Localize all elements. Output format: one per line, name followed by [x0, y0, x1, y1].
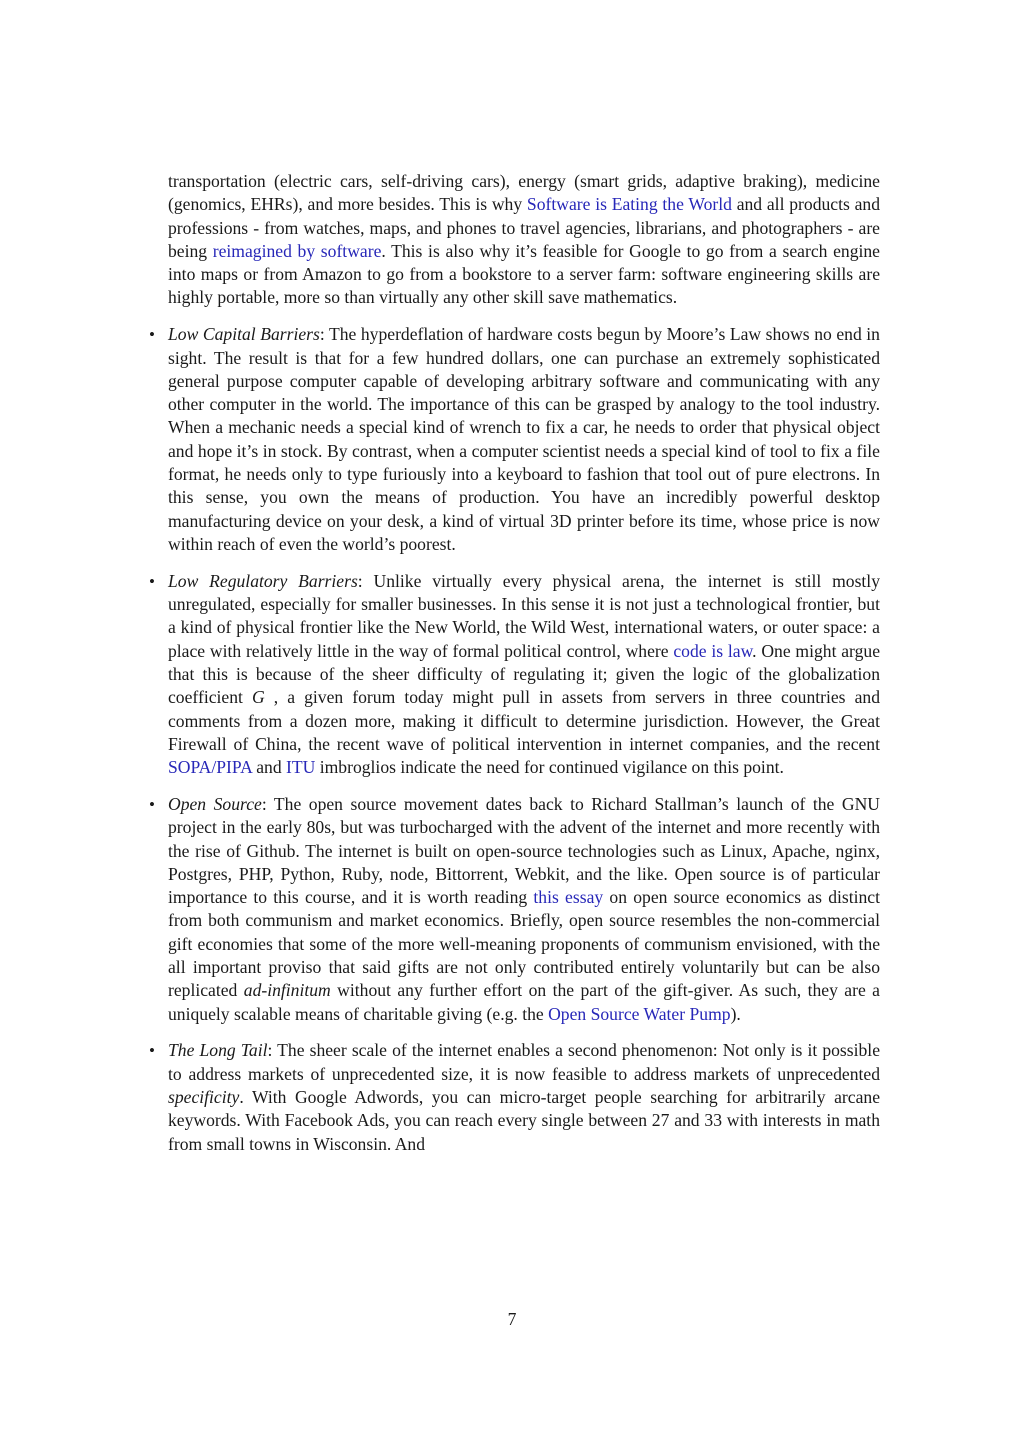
item-term: Open Source [168, 793, 262, 814]
item-term: Low Regulatory Barriers [168, 570, 358, 591]
item-term: Low Capital Barriers [168, 324, 320, 345]
link-code-is-law[interactable]: code is law [673, 640, 753, 661]
link-software-is-eating-the-world[interactable]: Software is Eating the World [526, 194, 732, 215]
bullet-icon: • [149, 571, 155, 591]
link-itu[interactable]: ITU [286, 757, 316, 778]
list-item-open-source: • Open Source: The open source movement dates back to Richard Stallman’s launch of the GNU project in the early 80s, but was turbocharged with the advent of the internet and more recently with the rise of Github. The internet is built on open-source technologies such as Linux, Apache, nginx, Postgres, PHP, Python, Ruby, node, Bittorrent, Webkit, and the like. Open source is of particular importance to this course, and it is worth reading this essay on open source economics as distinct from both communism and market economics. Briefly, open source resembles the non-commercial gift economies that some of the more well-meaning proponents of communism envisioned, with the all important proviso that said gifts are not only contributed entirely voluntarily but can be also replicated ad-infinitum without any further effort on the part of the gift-giver. As such, they are a uniquely scalable means of charitable giving (e.g. the Open Source Water Pump). [149, 793, 880, 1024]
link-this-essay[interactable]: this essay [533, 887, 604, 908]
page-number: 7 [507, 1309, 517, 1329]
bullet-icon: • [149, 325, 155, 345]
link-sopa-pipa[interactable]: SOPA/PIPA [168, 757, 252, 778]
item-term: The Long Tail [168, 1040, 268, 1061]
bullet-icon: • [149, 1041, 155, 1061]
bullet-icon: • [149, 794, 155, 814]
math-symbol-g: G [251, 687, 265, 708]
page-body [149, 170, 881, 1156]
link-reimagined-by-software[interactable]: reimagined by software [212, 240, 382, 261]
emphasis-specificity: specificity [168, 1086, 240, 1107]
link-open-source-water-pump[interactable]: Open Source Water Pump [548, 1003, 731, 1024]
continuation-paragraph: transportation (electric cars, self-driving cars), energy (smart grids, adaptive braking), medicine (genomics, EHRs), and more besides. This is why Software is Eating the World and all products and professions - from watches, maps, and phones to travel agencies, librarians, and photographers - are being reimagined by software. This is also why it’s feasible for Google to go from a search engine into maps or from Amazon to go from a bookstore to a server farm: software engineering skills are highly portable, more so than virtually any other skill save mathematics. [168, 171, 881, 308]
list-item-the-long-tail: • The Long Tail: The sheer scale of the internet enables a second phenomenon: Not only is it possible to address markets of unprecedented size, it is now feasible to address markets of unprecedented specificity. With Google Adwords, you can micro-target people searching for arbitrarily arcane keywords. With Facebook Ads, you can reach every single between 27 and 33 with interests in math from small towns in Wisconsin. And [149, 1040, 880, 1154]
bullet-list [149, 323, 881, 1156]
emphasis-ad-infinitum: ad-infinitum [243, 980, 331, 1001]
list-item-low-regulatory-barriers: • Low Regulatory Barriers: Unlike virtually every physical arena, the internet is still mostly unregulated, especially for smaller businesses. In this sense it is not just a technological frontier, but a kind of physical frontier like the New World, the Wild West, international waters, or outer space: a place with relatively little in the way of formal political control, where code is law. One might argue that this is because of the sheer difficulty of regulating it; given the logic of the globalization coefficient G , a given forum today might pull in assets from servers in three countries and comments from a dozen more, making it difficult to determine jurisdiction. However, the Great Firewall of China, the recent wave of political intervention in internet companies, and the recent SOPA/PIPA and ITU imbroglios indicate the need for continued vigilance on this point. [149, 570, 881, 778]
list-item-low-capital-barriers: • Low Capital Barriers: The hyperdeflation of hardware costs begun by Moore’s Law shows no end in sight. The result is that for a few hundred dollars, one can purchase an extremely sophisticated general purpose computer capable of developing arbitrary software and communicating with any other computer in the world. The importance of this can be grasped by analogy to the tool industry. When a mechanic needs a special kind of wrench to fix a car, he needs to order that physical object and hope it’s in stock. By contrast, when a computer scientist needs a special kind of tool to fix a file format, he needs only to type furiously into a keyboard to fashion that tool out of pure electrons. In this sense, you own the means of production. You have an incredibly powerful desktop manufacturing device on your desk, a kind of virtual 3D printer before its time, whose price is now within reach of even the world’s poorest. [149, 324, 880, 554]
